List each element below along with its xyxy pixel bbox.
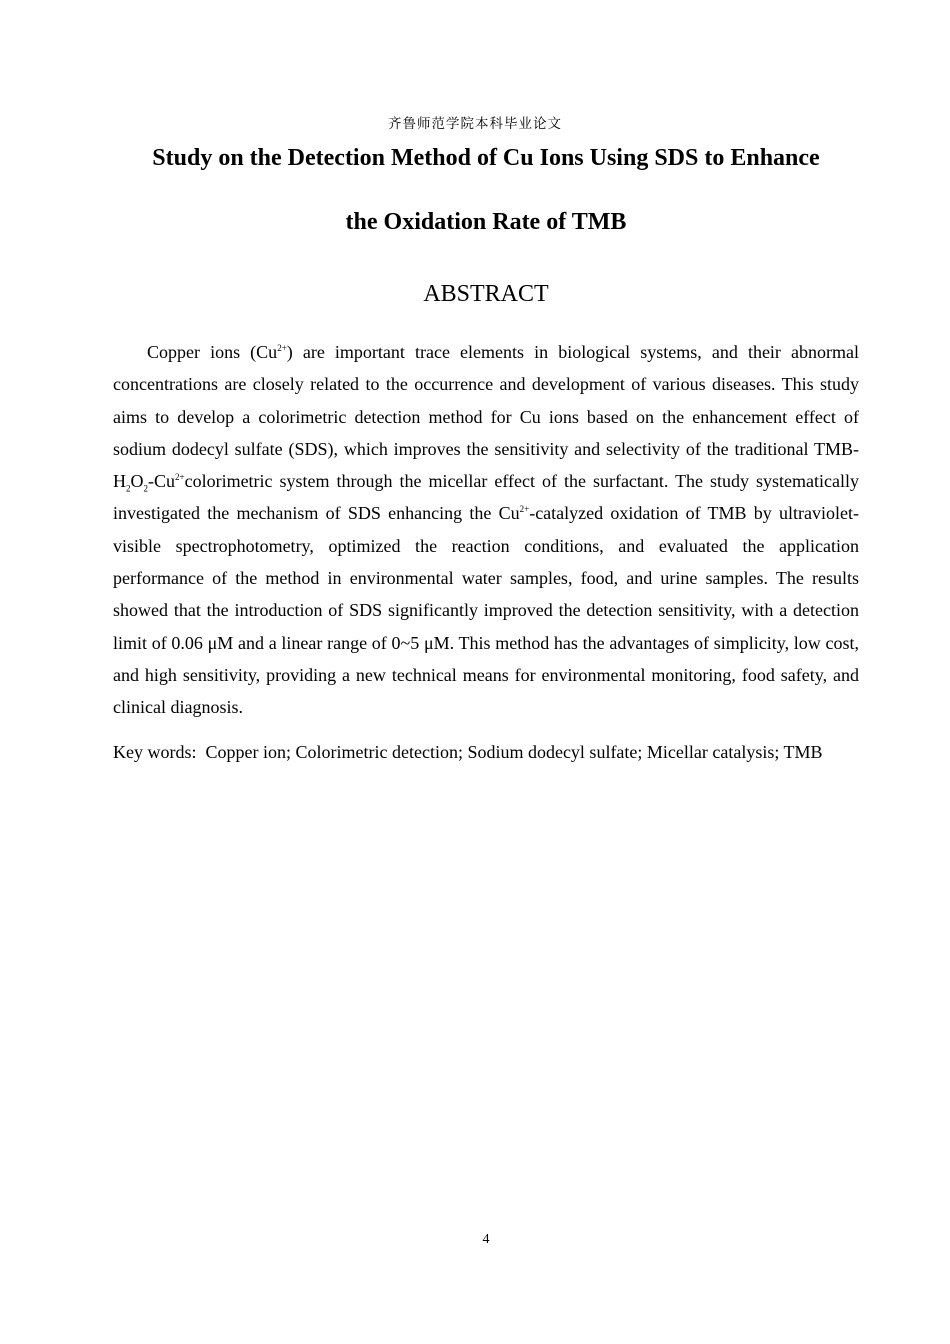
paper-title-line-1: Study on the Detection Method of Cu Ions Using SDS to Enhance <box>152 145 820 171</box>
superscript-charge: 2+ <box>277 343 287 353</box>
abstract-heading: ABSTRACT <box>423 281 549 307</box>
abstract-text: O <box>130 471 144 492</box>
keywords-text: Copper ion; Colorimetric detection; Sodium dodecyl sulfate; Micellar catalysis; TMB <box>205 742 823 762</box>
abstract-text: Copper ions (Cu <box>147 342 278 362</box>
abstract-text: -catalyzed oxidation of TMB by ultraviolet-visible spectrophotometry, optimized the reaction conditions, and evaluated the application performance of the method in environmental water samples, food, and urine samples. The results showed that the introduction of SDS significantly improved the detection sensitivity, with a detection limit of 0.06 μM and a linear range of 0~5 μM. This method has the advantages of simplicity, low cost, and high sensitivity, providing a new technical means for environmental monitoring, food safety, and clinical diagnosis. <box>113 503 859 718</box>
abstract-text: colorimetric system through the micellar effect of the surfactant. The study systematically investigated the mechanism of SDS enhancing the Cu <box>113 471 859 524</box>
paper-title-line-2: the Oxidation Rate of TMB <box>345 209 627 235</box>
subscript-count: 2 <box>126 483 131 494</box>
superscript-charge: 2+ <box>175 472 185 483</box>
superscript-charge: 2+ <box>519 504 530 515</box>
abstract-text: -Cu <box>148 471 175 492</box>
paper-title <box>100 142 872 238</box>
keywords-label: Key words: <box>113 742 197 762</box>
subscript-count: 2 <box>143 483 148 494</box>
abstract-text: ) are important trace elements in biological systems, and their abnormal concentrations are closely related to the occurrence and development of various diseases. This study aims to develop a colorimetric detection method for Cu ions based on the enhancement effect of sodium dodecyl sulfate (SDS), which improves the sensitivity and selectivity of the traditional TMB-H <box>113 342 859 492</box>
page-number: 4 <box>482 1232 490 1247</box>
running-header: 齐鲁师范学院本科毕业论文 <box>388 116 562 132</box>
abstract-paragraph <box>113 336 859 724</box>
keywords-paragraph <box>113 736 859 768</box>
